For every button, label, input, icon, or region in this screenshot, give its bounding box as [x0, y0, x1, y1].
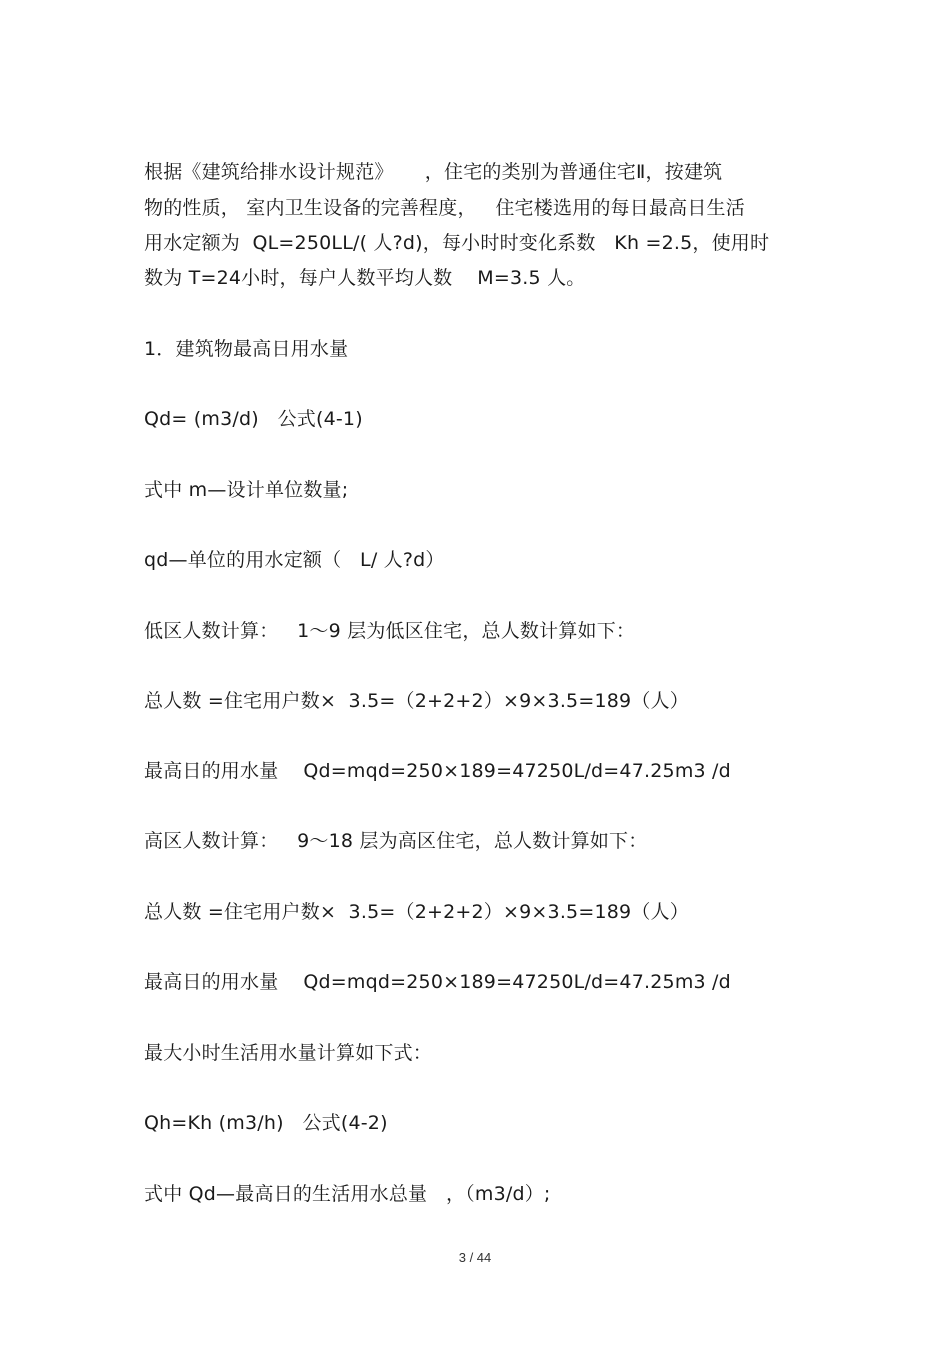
intro-line-3: 用水定额为 QL=250LL/( 人?d)，每小时时变化系数 Kh =2.5，使用时	[144, 232, 770, 254]
intro-line-2: 物的性质， 室内卫生设备的完善程度， 住宅楼选用的每日最高日生活	[144, 197, 745, 219]
low-zone-water: 最高日的用水量 Qd=mqd=250×189=47250L/d=47.25m3 /d	[144, 760, 731, 782]
intro-line-4: 数为 T=24小时，每户人数平均人数 M=3.5 人。	[144, 267, 586, 289]
page-number: 3 / 44	[458, 1250, 492, 1265]
formula-4-1: Qd= (m3/d) 公式(4-1)	[144, 408, 363, 430]
definition-qd: qd—单位的用水定额（ L/ 人?d）	[144, 549, 445, 571]
max-hour-title: 最大小时生活用水量计算如下式：	[144, 1042, 433, 1064]
section-heading: 1．建筑物最高日用水量	[144, 338, 349, 360]
intro-line-1: 根据《建筑给排水设计规范》 ，住宅的类别为普通住宅Ⅱ，按建筑	[144, 161, 723, 183]
low-zone-title: 低区人数计算： 1～9 层为低区住宅，总人数计算如下：	[144, 620, 636, 642]
formula-4-2: Qh=Kh (m3/h) 公式(4-2)	[144, 1112, 388, 1134]
high-zone-title: 高区人数计算： 9～18 层为高区住宅，总人数计算如下：	[144, 830, 648, 852]
high-zone-total: 总人数 =住宅用户数× 3.5=（2+2+2）×9×3.5=189（人）	[144, 901, 689, 923]
high-zone-water: 最高日的用水量 Qd=mqd=250×189=47250L/d=47.25m3 /d	[144, 971, 731, 993]
definition-m: 式中 m—设计单位数量;	[144, 479, 349, 501]
definition-qd-total: 式中 Qd—最高日的生活用水总量 ，（m3/d）;	[144, 1183, 551, 1205]
low-zone-total: 总人数 =住宅用户数× 3.5=（2+2+2）×9×3.5=189（人）	[144, 690, 689, 712]
